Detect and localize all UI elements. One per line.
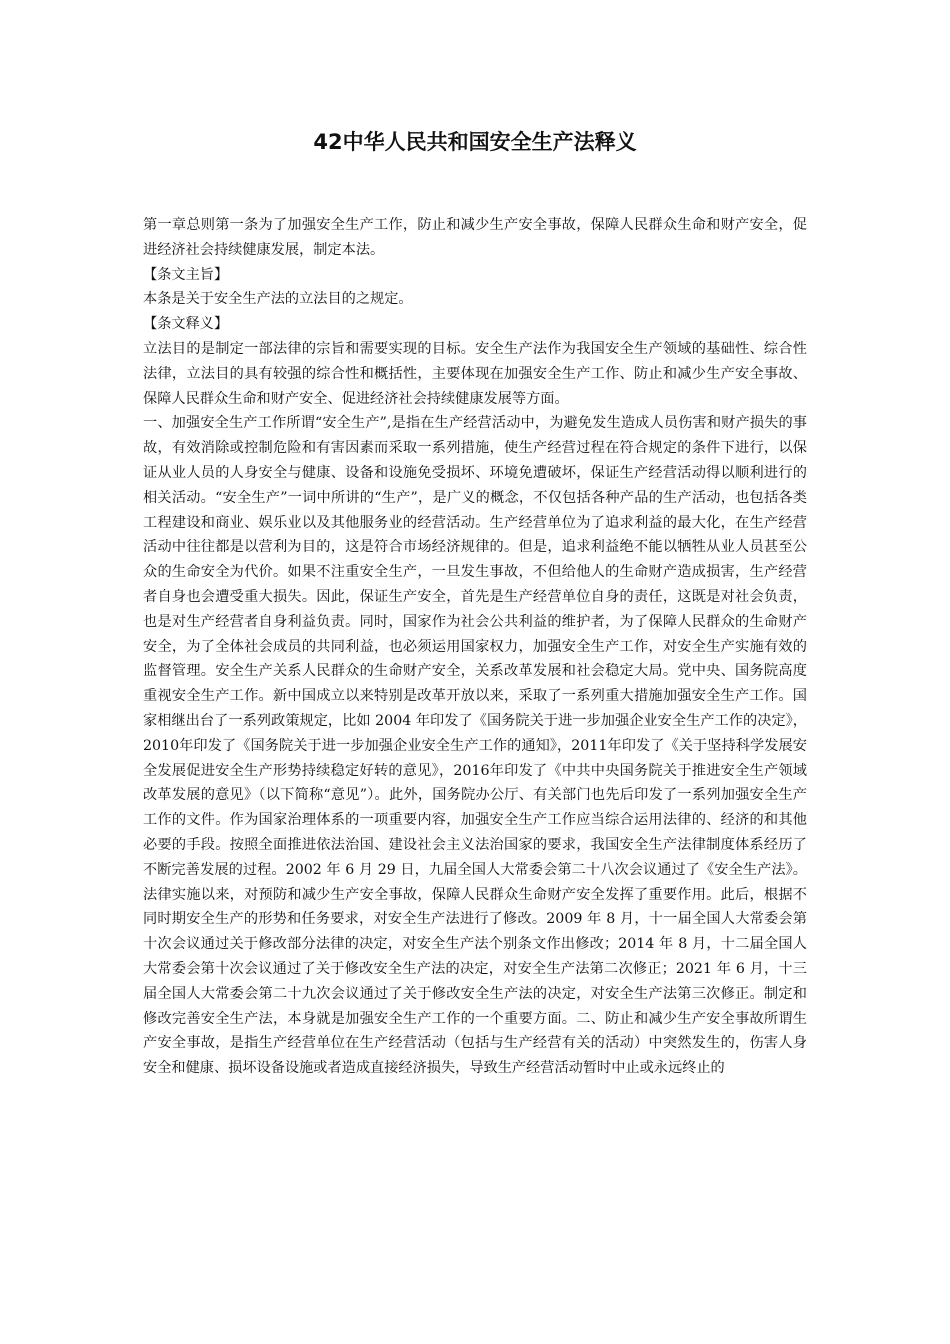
heading-article-interpretation: 【条文释义】 [143, 316, 229, 333]
heading-article-purpose: 【条文主旨】 [143, 266, 229, 283]
document-body [143, 213, 807, 1081]
document-title: 42中华人民共和国安全生产法释义 [313, 130, 637, 154]
paragraph-interpretation-intro: 立法目的是制定一部法律的宗旨和需要实现的目标。安全生产法作为我国安全生产领域的基础性、综合性法律，立法目的具有较强的综合性和概括性，主要体现在加强安全生产工作、防止和减少生产安全事故、保障人民群众生命和财产安全、促进经济社会持续健康发展等方面。 [143, 340, 807, 407]
paragraph-interpretation-body: 一、加强安全生产工作所谓“安全生产”,是指在生产经营活动中，为避免发生造成人员伤害和财产损失的事故，有效消除或控制危险和有害因素而采取一系列措施，使生产经营过程在符合规定的条件下进行，以保证从业人员的人身安全与健康、设备和设施免受损坏、环境免遭破坏，保证生产经营活动得以顺利进行的相关活动。“安全生产”一词中所讲的“生产”，是广义的概念，不仅包括各种产品的生产活动，也包括各类工程建设和商业、娱乐业以及其他服务业的经营活动。生产经营单位为了追求利益的最大化，在生产经营活动中往往都是以营利为目的，这是符合市场经济规律的。但是，追求利益绝不能以牺牲从业人员甚至公众的生命安全为代价。如果不注重安全生产，一旦发生事故，不但给他人的生命财产造成损害，生产经营者自身也会遭受重大损失。因此，保证生产安全，首先是生产经营单位自身的责任，这既是对社会负责，也是对生产经营者自身利益负责。同时，国家作为社会公共利益的维护者，为了保障人民群众的生命财产安全，为了全体社会成员的共同利益，也必须运用国家权力，加强安全生产工作，对安全生产实施有效的监督管理。安全生产关系人民群众的生命财产安全，关系改革发展和社会稳定大局。党中央、国务院高度重视安全生产工作。新中国成立以来特别是改革开放以来，采取了一系列重大措施加强安全生产工作。国家相继出台了一系列政策规定，比如 2004 年印发了《国务院关于进一步加强企业安全生产工作的决定》，2010年印发了《国务院关于进一步加强企业安全生产工作的通知》，2011年印发了《关于坚持科学发展安全发展促进安全生产形势持续稳定好转的意见》，2016年印发了《中共中央国务院关于推进安全生产领域改革发展的意见》（以下简称“意见”）。此外，国务院办公厅、有关部门也先后印发了一系列加强安全生产工作的文件。作为国家治理体系的一项重要内容，加强安全生产工作应当综合运用法律的、经济的和其他必要的手段。按照全面推进依法治国、建设社会主义法治国家的要求，我国安全生产法律制度体系经历了不断完善发展的过程。2002 年 6 月 29 日，九届全国人大常委会第二十八次会议通过了《安全生产法》。法律实施以来，对预防和减少生产安全事故，保障人民群众生命财产安全发挥了重要作用。此后，根据不同时期安全生产的形势和任务要求，对安全生产法进行了修改。2009 年 8 月，十一届全国人大常委会第十次会议通过关于修改部分法律的决定，对安全生产法个别条文作出修改；2014 年 8 月，十二届全国人大常委会第十次会议通过了关于修改安全生产法的决定，对安全生产法第二次修正；2021 年 6 月，十三届全国人大常委会第二十九次会议通过了关于修改安全生产法的决定，对安全生产法第三次修正。制定和修改完善安全生产法，本身就是加强安全生产工作的一个重要方面。二、防止和减少生产安全事故所谓生产安全事故，是指生产经营单位在生产经营活动（包括与生产经营有关的活动）中突然发生的，伤害人身安全和健康、损坏设备设施或者造成直接经济损失，导致生产经营活动暂时中止或永远终止的 [143, 415, 807, 1077]
paragraph-purpose-text: 本条是关于安全生产法的立法目的之规定。 [143, 291, 413, 308]
paragraph-article-1: 第一章总则第一条为了加强安全生产工作，防止和减少生产安全事故，保障人民群众生命和财产安全，促进经济社会持续健康发展，制定本法。 [143, 217, 807, 258]
